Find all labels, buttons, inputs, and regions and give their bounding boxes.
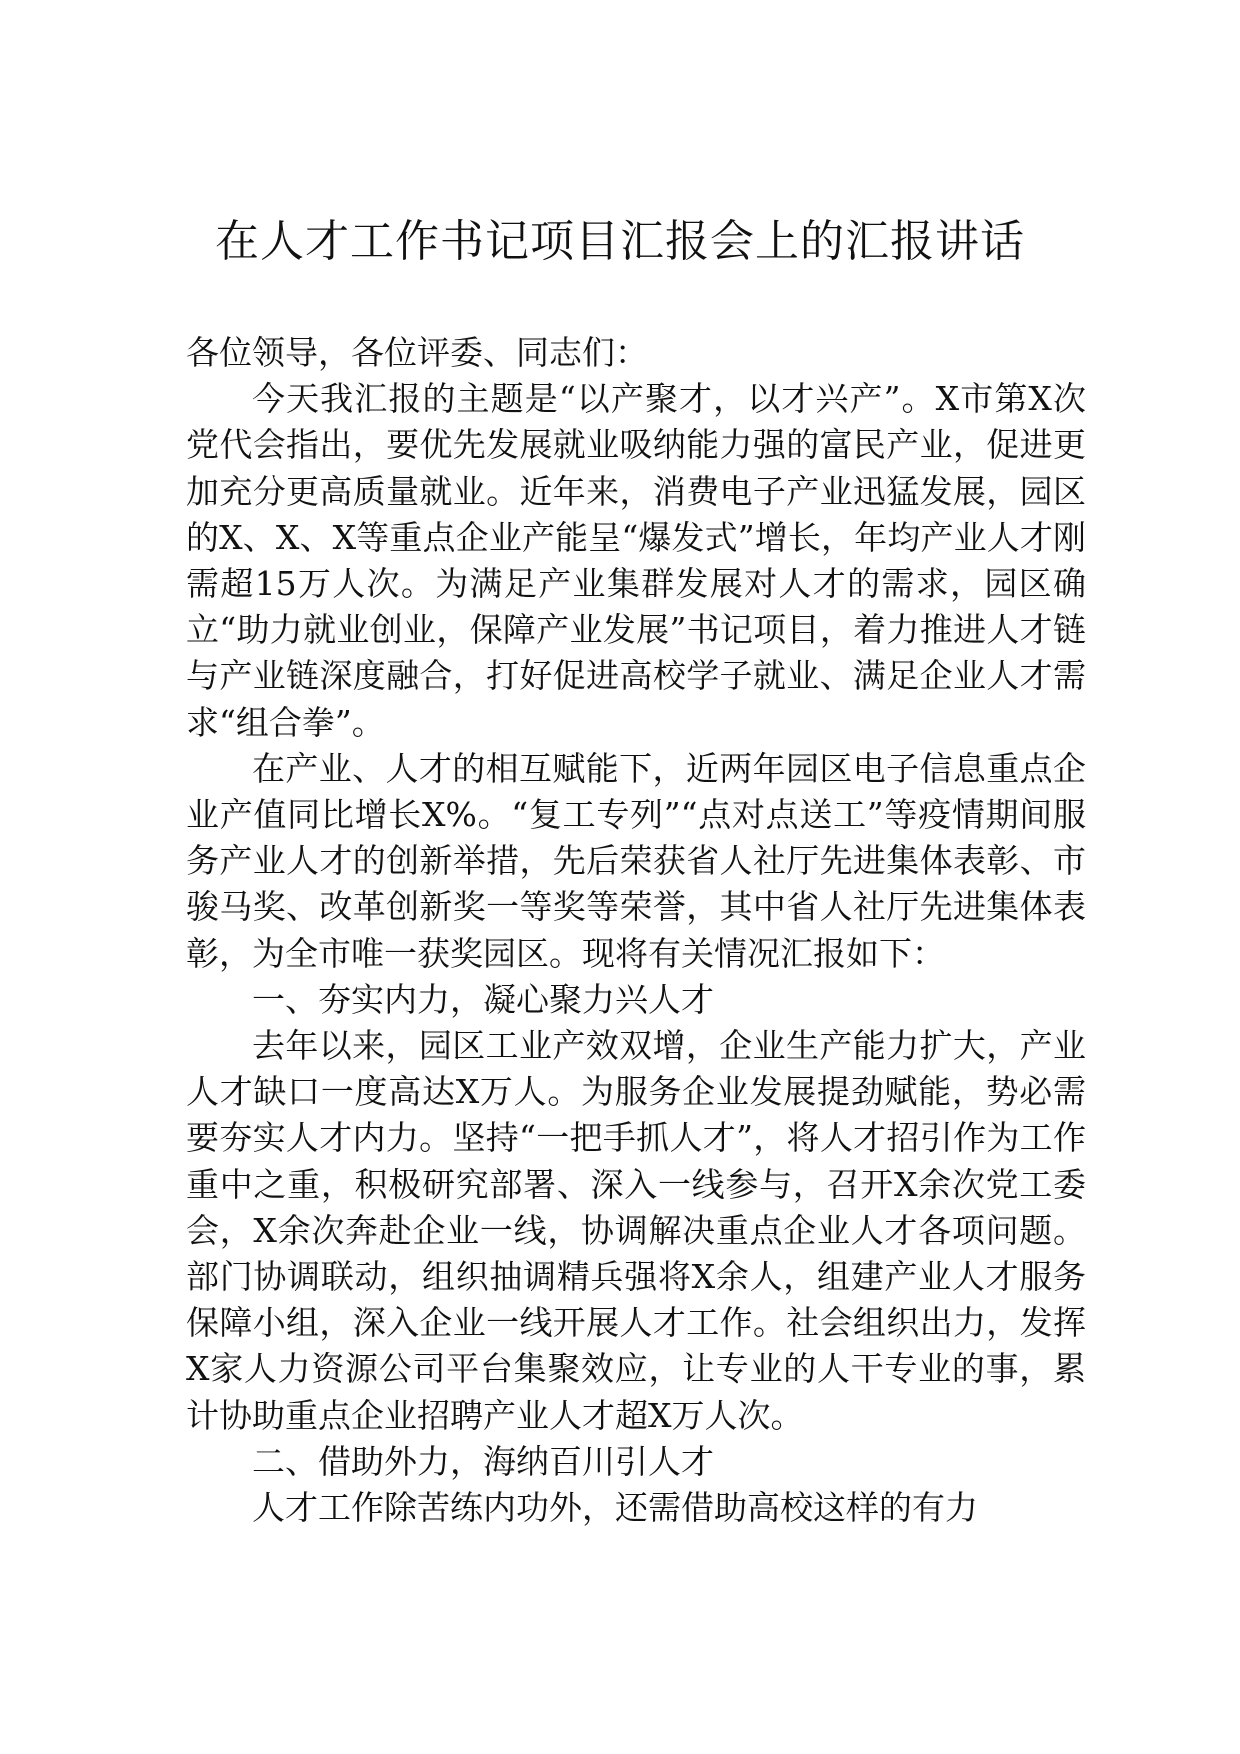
document-title: 在人才工作书记项目汇报会上的汇报讲话 bbox=[215, 216, 1025, 267]
section-text-1: 去年以来，园区工业产效双增，企业生产能力扩大，产业人才缺口一度高达X万人。为服务企业发展提劲赋能，势必需要夯实人才内力。坚持“一把手抓人才”，将人才招引作为工作重中之重，积极研究部署、深入一线参与，召开X余次党工委会，X余次奔赴企业一线，协调解决重点企业人才各项问题。部门协调联动，组织抽调精兵强将X余人，组建产业人才服务保障小组，深入企业一线开展人才工作。社会组织出力，发挥X家人力资源公司平台集聚效应，让专业的人干专业的事，累计协助重点企业招聘产业人才超X万人次。 bbox=[186, 1026, 1086, 1435]
paragraph-achievements: 在产业、人才的相互赋能下，近两年园区电子信息重点企业产值同比增长X%。“复工专列”“点对点送工”等疫情期间服务产业人才的创新举措，先后荣获省人社厅先进集体表彰、市骏马奖、改革创新奖一等奖等荣誉，其中省人社厅先进集体表彰，为全市唯一获奖园区。现将有关情况汇报如下： bbox=[186, 748, 1086, 973]
section-heading-1: 一、夯实内力，凝心聚力兴人才 bbox=[252, 979, 714, 1019]
salutation: 各位领导，各位评委、同志们： bbox=[186, 333, 648, 372]
section-text-2: 人才工作除苦练内功外，还需借助高校这样的有力 bbox=[252, 1488, 978, 1528]
document-body bbox=[186, 330, 1086, 1531]
paragraph-intro: 今天我汇报的主题是“以产聚才，以才兴产”。X市第X次党代会指出，要优先发展就业吸纳能力强的富民产业，促进更加充分更高质量就业。近年来，消费电子产业迅猛发展，园区的X、X、X等重点企业产能呈“爆发式”增长，年均产业人才刚需超15万人次。为满足产业集群发展对人才的需求，园区确立“助力就业创业，保障产业发展”书记项目，着力推进人才链与产业链深度融合，打好促进高校学子就业、满足企业人才需求“组合拳”。 bbox=[186, 379, 1086, 742]
section-heading-2: 二、借助外力，海纳百川引人才 bbox=[252, 1441, 714, 1481]
